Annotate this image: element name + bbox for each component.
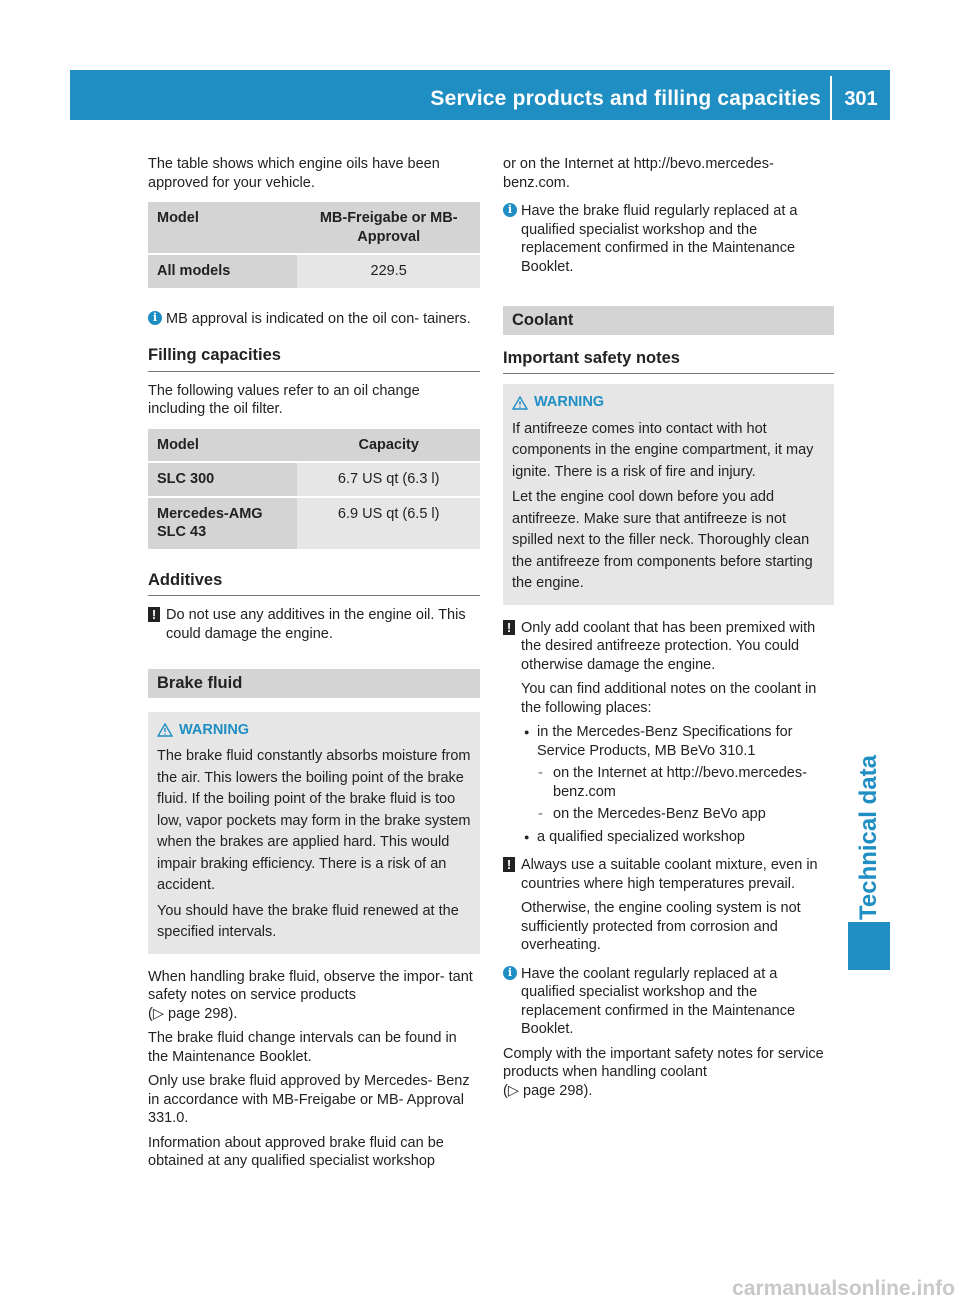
note-text: Do not use any additives in the engine oil. This could damage the engine. xyxy=(166,607,466,642)
warning-text: Let the engine cool down before you add antifreeze. Make sure that antifreeze is not spilled next to the filler neck. Thoroughly clean the antifreeze from components before starting the engine. xyxy=(512,489,813,591)
list-item: ● a qualified specialized workshop xyxy=(537,828,834,847)
exclamation-icon: ! xyxy=(503,857,515,872)
section-heading-coolant: Coolant xyxy=(503,306,834,335)
section-heading-safety-notes: Important safety notes xyxy=(503,349,834,375)
continued-text: or on the Internet at http://bevo.mercedes-benz.com. xyxy=(503,156,774,191)
warning-text: The brake fluid constantly absorbs moisture from the air. This lowers the boiling point of the brake fluid. If the boiling point of the brake fluid is too low, vapor pockets may form in the brake system when the brakes are applied hard. This would impair braking efficiency. There is a risk of an accident. xyxy=(157,748,471,893)
sub-list-item: - on the Internet at http://bevo.mercedes-benz.com xyxy=(553,764,834,801)
filling-intro: The following values refer to an oil change including the oil filter. xyxy=(148,382,420,417)
warning-triangle-icon xyxy=(512,396,528,410)
brake-paragraph xyxy=(148,968,480,1024)
table-cell-value: 6.9 US qt (6.5 l) xyxy=(297,498,480,549)
side-tab-block xyxy=(848,922,890,970)
table-cell-value: 229.5 xyxy=(297,255,480,288)
list-item-text: in the Mercedes-Benz Specifications for Service Products, MB BeVo 310.1 xyxy=(537,724,793,759)
page-number: 301 xyxy=(844,88,878,110)
oil-info-note xyxy=(148,310,480,329)
table-cell-model: All models xyxy=(148,255,297,288)
column-header: Capacity xyxy=(297,429,480,462)
left-column xyxy=(148,155,480,1177)
table-cell-value: 6.7 US qt (6.3 l) xyxy=(297,463,480,496)
warning-header xyxy=(512,392,825,414)
right-column xyxy=(503,155,834,1106)
paragraph-text: Comply with the important safety notes for service products when handling coolant xyxy=(503,1045,824,1080)
brake-info-note xyxy=(503,202,834,276)
table-row xyxy=(148,255,480,288)
note-text: Otherwise, the engine cooling system is not sufficiently protected from corrosion and overheating. xyxy=(521,900,801,953)
section-heading-brake-fluid: Brake fluid xyxy=(148,669,480,698)
note-text: Only add coolant that has been premixed with the desired antifreeze protection. You could otherwise damage the engine. xyxy=(521,619,816,673)
mixture-caution-note xyxy=(503,856,834,955)
note-text: Have the brake fluid regularly replaced at a qualified specialist workshop and the replacement confirmed in the Maintenance Booklet. xyxy=(521,203,798,275)
table-cell-model: SLC 300 xyxy=(148,463,297,496)
column-header: Model xyxy=(148,429,297,462)
column-header: Model xyxy=(148,202,297,253)
coolant-warning-box xyxy=(503,384,834,605)
premix-caution-note xyxy=(503,619,834,847)
table-row xyxy=(148,498,480,549)
oil-approval-table xyxy=(148,200,480,290)
additives-caution-note xyxy=(148,606,480,643)
info-icon: i xyxy=(503,203,517,217)
note-text: Have the coolant regularly replaced at a qualified specialist workshop and the replacement confirmed in the Maintenance Booklet. xyxy=(521,965,796,1037)
capacity-table xyxy=(148,427,480,551)
table-header-row xyxy=(148,429,480,462)
note-text: You can find additional notes on the coolant in the following places: xyxy=(521,681,817,716)
oil-intro: The table shows which engine oils have been approved for your vehicle. xyxy=(148,156,440,191)
section-side-tab xyxy=(848,730,890,970)
brake-warning-box xyxy=(148,712,480,954)
table-cell-model: Mercedes-AMG SLC 43 xyxy=(148,498,297,549)
info-icon: i xyxy=(503,966,517,980)
warning-text: If antifreeze comes into contact with hot components in the engine compartment, it may ignite. There is a risk of fire and injury. xyxy=(512,420,814,480)
page-reference-link[interactable]: (▷ page 298). xyxy=(148,1005,238,1022)
page-header xyxy=(70,70,890,120)
site-watermark: carmanualsonline.info xyxy=(732,1276,955,1300)
column-header: MB-Freigabe or MB-Approval xyxy=(297,202,480,253)
note-text: MB approval is indicated on the oil con- tainers. xyxy=(166,310,471,327)
exclamation-icon: ! xyxy=(503,620,515,635)
warning-title: WARNING xyxy=(179,721,250,738)
warning-triangle-icon xyxy=(157,723,173,737)
info-icon: i xyxy=(148,311,162,325)
comply-paragraph xyxy=(503,1045,834,1101)
table-header-row xyxy=(148,202,480,253)
brake-paragraph: Information about approved brake fluid can be obtained at any qualified specialist workshop xyxy=(148,1134,444,1169)
sub-list xyxy=(537,764,834,824)
warning-header xyxy=(157,720,471,742)
section-heading-filling: Filling capacities xyxy=(148,346,480,372)
page-title: Service products and filling capacities xyxy=(430,87,821,110)
section-heading-additives: Additives xyxy=(148,571,480,597)
page-reference-link[interactable]: (▷ page 298). xyxy=(503,1082,593,1099)
coolant-info-note xyxy=(503,965,834,1039)
paragraph-text: When handling brake fluid, observe the impor- tant safety notes on service products xyxy=(148,968,473,1003)
sub-list-item: - on the Mercedes-Benz BeVo app xyxy=(553,805,834,824)
note-text: Always use a suitable coolant mixture, even in countries where high temperatures prevail. xyxy=(521,857,818,892)
list-item xyxy=(537,723,834,824)
side-tab-label: Technical data xyxy=(854,755,882,920)
warning-text: You should have the brake fluid renewed at the specified intervals. xyxy=(157,902,459,940)
table-row xyxy=(148,463,480,496)
coolant-info-list xyxy=(521,723,834,846)
warning-title: WARNING xyxy=(534,394,605,410)
brake-paragraph: Only use brake fluid approved by Mercedes- Benz in accordance with MB-Freigabe or MB- Approval 331.0. xyxy=(148,1073,470,1126)
exclamation-icon: ! xyxy=(148,607,160,622)
brake-paragraph: The brake fluid change intervals can be found in the Maintenance Booklet. xyxy=(148,1030,457,1065)
